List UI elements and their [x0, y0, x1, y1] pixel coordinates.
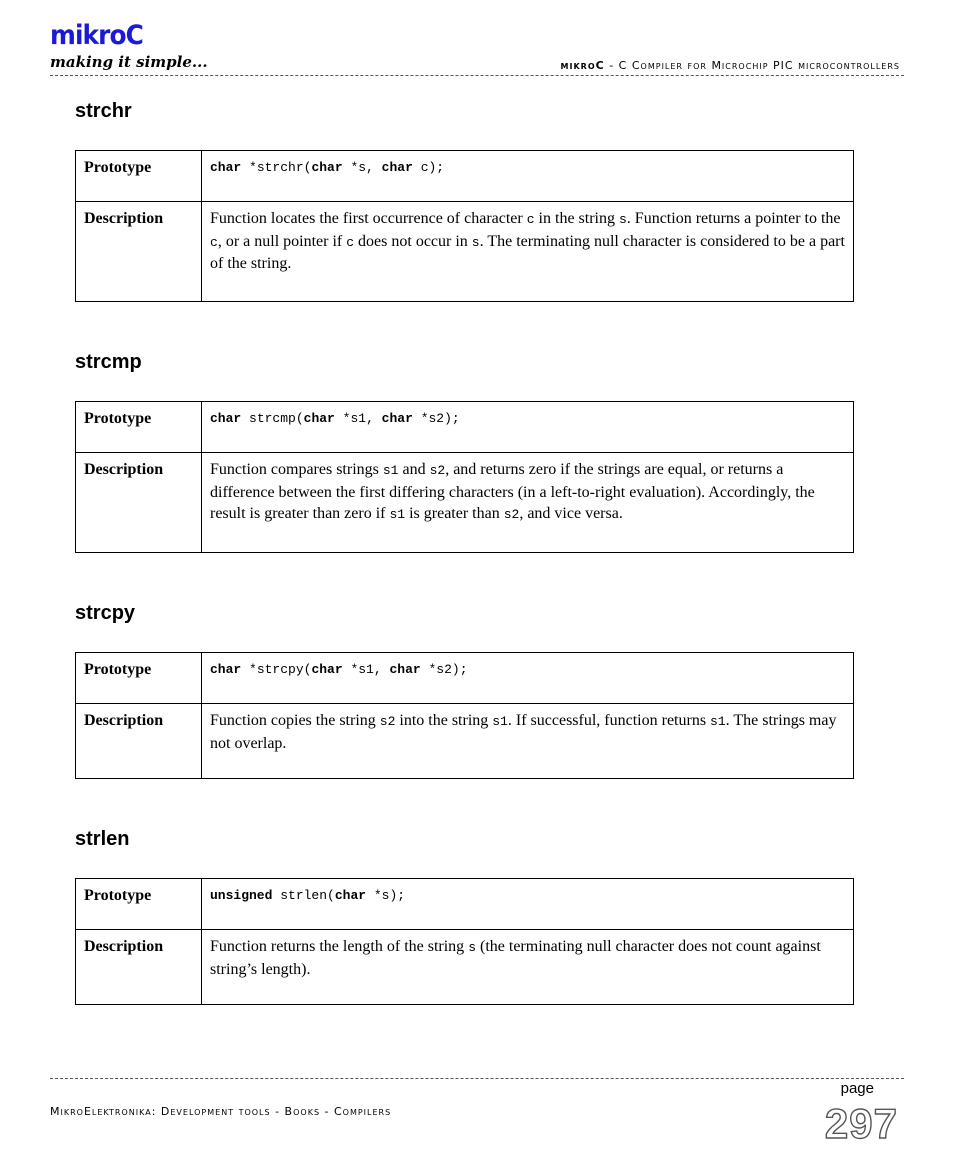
- text-segment: . The terminating null character is considered to be a part of the string.: [210, 232, 845, 272]
- prototype-code: [202, 151, 854, 202]
- description-text: [202, 202, 854, 302]
- code-keyword: char: [381, 411, 413, 426]
- text-segment: *s2);: [420, 662, 468, 677]
- section-title-strchr: strchr: [75, 100, 132, 122]
- inline-code: s2: [379, 714, 396, 729]
- inline-code: s1: [492, 714, 508, 729]
- page-number: 297: [824, 1100, 898, 1147]
- text-segment: and: [398, 461, 430, 478]
- section-title-strcpy: strcpy: [75, 602, 136, 624]
- description-label: Description: [76, 930, 202, 1005]
- text-segment: . The strings may not overlap.: [210, 712, 837, 752]
- section-title-strlen: strlen: [75, 828, 130, 850]
- text-segment: *s,: [342, 160, 382, 175]
- text-segment: *s2);: [412, 411, 460, 426]
- text-segment: Function locates the first occurrence of character: [210, 210, 527, 227]
- function-table-strcpy: [75, 652, 854, 779]
- prototype-label: Prototype: [76, 879, 202, 930]
- inline-code: s1: [389, 507, 406, 522]
- text-segment: . If successful, function returns: [507, 712, 711, 729]
- prototype-code: [202, 653, 854, 704]
- inline-code: c: [346, 234, 355, 250]
- text-segment: Function copies the string: [210, 712, 380, 729]
- text-segment: . Function returns a pointer to the: [626, 210, 841, 227]
- page-label: page: [840, 1080, 874, 1097]
- description-label: Description: [76, 453, 202, 553]
- prototype-label: Prototype: [76, 653, 202, 704]
- prototype-label: Prototype: [76, 151, 202, 202]
- code-keyword: char: [311, 662, 343, 677]
- code-keyword: char: [334, 888, 367, 903]
- code-keyword: char: [210, 411, 242, 426]
- description-text: [202, 930, 854, 1005]
- text-segment: , or a null pointer if: [217, 232, 347, 250]
- inline-code: s: [471, 234, 480, 250]
- code-keyword: char: [210, 662, 242, 677]
- text-segment: *s);: [366, 888, 406, 903]
- prototype-code: [202, 402, 854, 453]
- text-segment: strcmp(: [241, 411, 304, 426]
- prototype-code: [202, 879, 854, 930]
- function-table-strlen: [75, 878, 854, 1005]
- inline-code: s1: [382, 463, 399, 478]
- description-text: [202, 704, 854, 779]
- inline-code: s: [618, 212, 627, 227]
- description-label: Description: [76, 202, 202, 302]
- text-segment: strlen(: [272, 888, 335, 903]
- tagline: making it simple...: [50, 53, 208, 71]
- text-segment: *s1,: [334, 411, 382, 426]
- section-title-strcmp: strcmp: [75, 351, 142, 373]
- footer-text: MikroElektronika: Development tools - Books - Compilers: [50, 1105, 392, 1118]
- text-segment: *strcpy(: [241, 662, 312, 677]
- inline-code: s2: [429, 463, 446, 478]
- header-title-rest: - C Compiler for Microchip PIC microcontrollers: [604, 59, 900, 72]
- header-divider: [50, 75, 904, 76]
- prototype-label: Prototype: [76, 402, 202, 453]
- text-segment: , and returns zero if the strings are equal, or returns a difference between the first differing characters (in a left-to-right evaluation). Accordingly, the result is greater than zero if: [210, 461, 815, 522]
- text-segment: Function compares strings: [210, 461, 383, 478]
- inline-code: c: [526, 212, 535, 227]
- function-table-strcmp: [75, 401, 854, 553]
- inline-code: s: [468, 940, 476, 955]
- text-segment: Function returns the length of the string: [210, 938, 469, 955]
- code-keyword: char: [303, 411, 335, 426]
- text-segment: , and vice versa.: [519, 505, 623, 522]
- text-segment: into the string: [395, 712, 493, 729]
- header-title: [561, 59, 900, 72]
- text-segment: *strchr(: [241, 160, 312, 175]
- text-segment: in the string: [534, 210, 619, 227]
- code-keyword: char: [381, 160, 413, 175]
- text-segment: (the terminating null character does not count against string’s length).: [210, 938, 821, 978]
- code-keyword: char: [210, 160, 242, 175]
- code-keyword: unsigned: [210, 888, 273, 903]
- text-segment: does not occur in: [354, 232, 472, 250]
- mikroc-logo: mikroC: [50, 20, 143, 51]
- code-keyword: char: [311, 160, 343, 175]
- inline-code: s2: [503, 507, 520, 522]
- description-label: Description: [76, 704, 202, 779]
- text-segment: *s1,: [342, 662, 390, 677]
- text-segment: is greater than: [405, 505, 504, 522]
- text-segment: c);: [412, 160, 445, 175]
- function-table-strchr: [75, 150, 854, 302]
- footer-divider: [50, 1078, 904, 1079]
- inline-code: s1: [710, 714, 726, 729]
- inline-code: c: [210, 234, 218, 250]
- header-title-brand: mikroC: [560, 59, 605, 72]
- description-text: [202, 453, 854, 553]
- code-keyword: char: [389, 662, 421, 677]
